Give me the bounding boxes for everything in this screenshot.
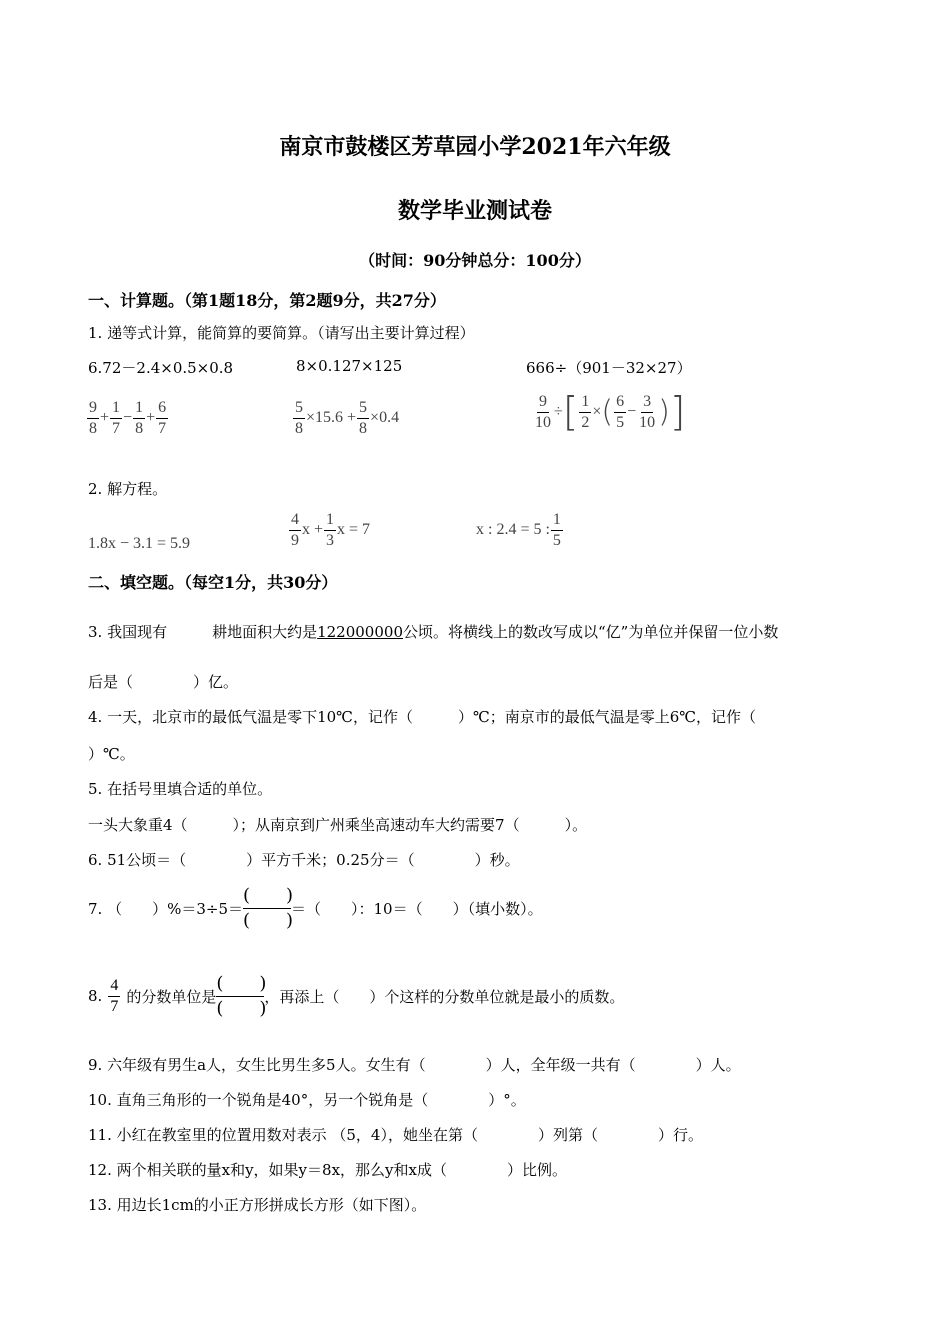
q2-stem: 2. 解方程。 <box>88 480 168 498</box>
fraction: $\frac{1}{7}$ <box>112 399 121 437</box>
q1-stem: 1. 递等式计算，能简算的要简算。（请写出主要计算过程） <box>88 324 475 342</box>
fraction: $\frac{6}{7}$ <box>158 399 167 437</box>
q7: 7. （ ）%＝3÷5＝ $\frac{( )}{( )}$ ＝（ ）：10＝（ ）（填小数）。 <box>88 884 543 931</box>
q11: 11. 小红在教室里的位置用数对表示 （5，4），她坐在第（ ）列第（ ）行。 <box>88 1126 703 1144</box>
q5-line-1: 5. 在括号里填合适的单位。 <box>88 780 273 798</box>
section-1-heading: 一、计算题。（第1题18分，第2题9分，共27分） <box>88 291 446 310</box>
q1-expr-6: $\frac{9}{10}$ ÷[ $\frac{1}{2}$ ×( $\frac{6}{5}$ − $\frac{3}{10}$ )] <box>535 389 686 436</box>
q5-line-2: 一头大象重4（ ）；从南京到广州乘坐高速动车大约需要7（ ）。 <box>88 816 588 834</box>
q4-line-2: ）℃。 <box>88 745 135 763</box>
q8: 8. $\frac{4}{7}$ 的分数单位是 $\frac{( )}{( )}$ ，再添上（ ）个这样的分数单位就是最小的质数。 <box>88 972 625 1019</box>
q1-expr-5: $\frac{5}{8}$ ×15.6 + $\frac{5}{8}$ ×0.4 <box>295 399 400 437</box>
title-line-2: 数学毕业测试卷 <box>397 198 552 224</box>
q8-fraction: $\frac{4}{7}$ <box>110 976 119 1015</box>
exam-meta: （时间：90分钟总分：100分） <box>359 251 591 270</box>
q12: 12. 两个相关联的量x和y，如果y＝8x，那么y和x成（ ）比例。 <box>88 1161 567 1179</box>
fraction: $\frac{9}{8}$ <box>89 399 97 437</box>
q13: 13. 用边长1cm的小正方形拼成长方形（如下图）。 <box>88 1196 427 1214</box>
q4-line-1: 4. 一天，北京市的最低气温是零下10℃，记作（ ）℃；南京市的最低气温是零上6℃，记作（ <box>88 708 757 726</box>
q3-underlined-number: 122000000 <box>317 623 403 641</box>
q1-expr-1: 6.72－2.4×0.5×0.8 <box>88 359 234 377</box>
q3-line-2: 后是（ ）亿。 <box>88 673 239 691</box>
title-line-1: 南京市鼓楼区芳草园小学2021年六年级 <box>279 134 671 160</box>
q2-eq-1: 1.8x − 3.1 = 5.9 <box>88 535 191 552</box>
q9: 9. 六年级有男生a人，女生比男生多5人。女生有（ ）人，全年级一共有（ ）人。 <box>88 1056 741 1074</box>
q3-line-1: 3. 我国现有 耕地面积大约是122000000公顷。将横线上的数改写成以“亿”为单位并保留一位小数 <box>88 623 779 641</box>
section-2-heading: 二、填空题。（每空1分，共30分） <box>88 573 338 592</box>
q2-eq-3: x : 2.4 = 5 : $\frac{1}{5}$ <box>476 511 561 549</box>
q2-eq-2: $\frac{4}{9}$ x + $\frac{1}{3}$ x = 7 <box>291 511 371 549</box>
q1-expr-3: 666÷（901－32×27） <box>526 359 692 377</box>
q7-blank-fraction: $\frac{( )}{( )}$ <box>243 884 294 931</box>
q6: 6. 51公顷＝（ ）平方千米；0.25分＝（ ）秒。 <box>88 851 520 869</box>
q1-expr-4: $\frac{9}{8}$ + $\frac{1}{7}$ − $\frac{1}{8}$ + $\frac{6}{7}$ <box>89 399 167 437</box>
fraction: $\frac{1}{8}$ <box>135 399 144 437</box>
q10: 10. 直角三角形的一个锐角是40°，另一个锐角是（ ）°。 <box>88 1091 526 1109</box>
q1-expr-2: 8×0.127×125 <box>296 357 403 375</box>
q8-blank-fraction: $\frac{( )}{( )}$ <box>216 972 267 1019</box>
